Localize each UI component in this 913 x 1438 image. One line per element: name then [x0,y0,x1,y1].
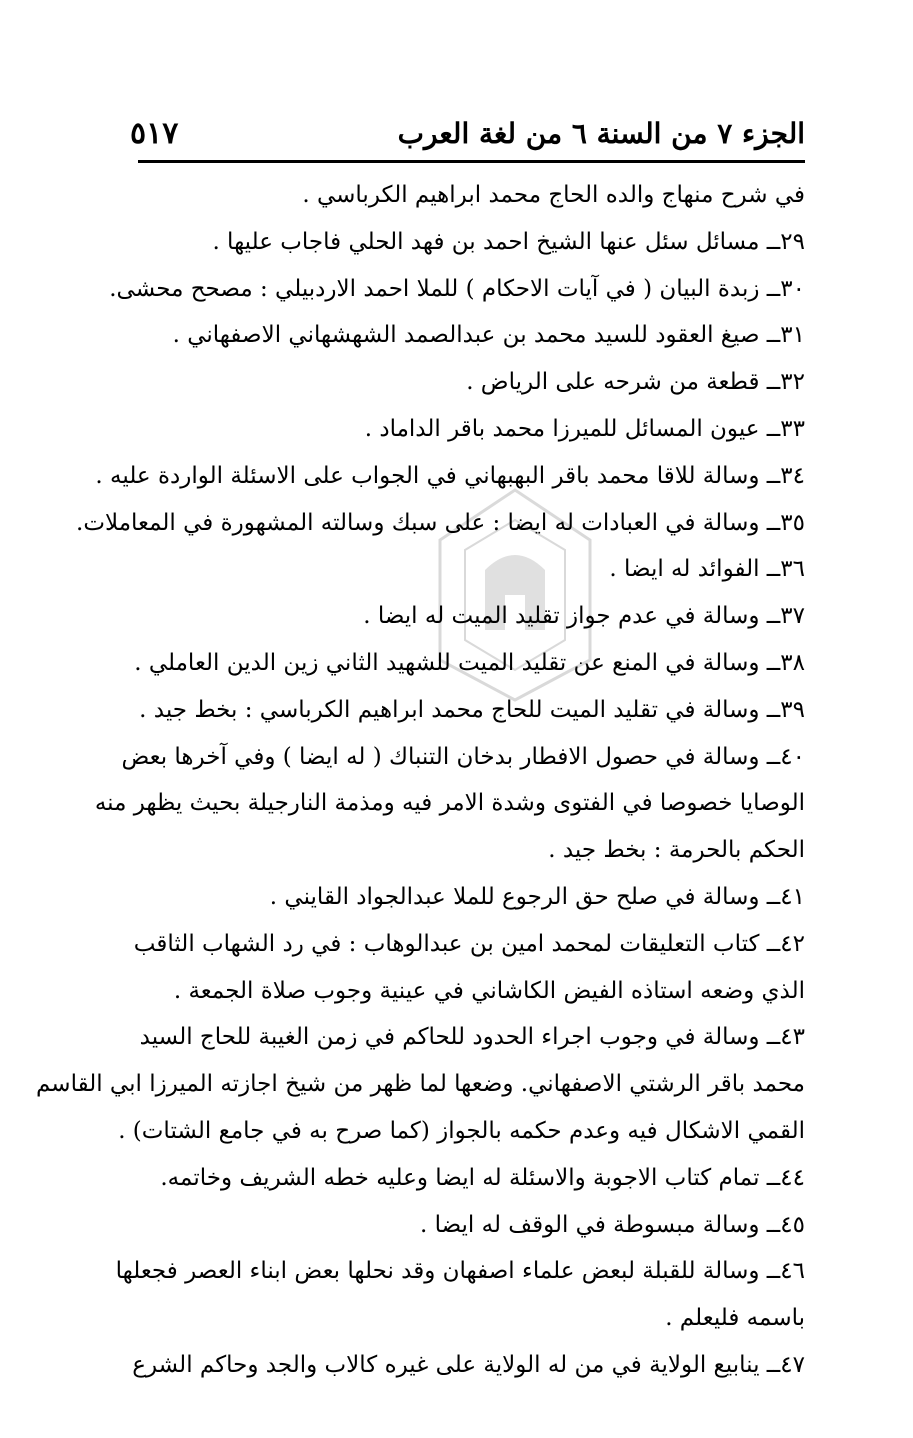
text-line: باسمه فليعلم . [665,1305,805,1332]
list-item-47: ٤٧ــ ينابيع الولاية في من له الولاية على غيره كالاب والجد وحاكم الشرع [132,1351,805,1378]
list-item-37: ٣٧ــ وسالة في عدم جواز تقليد الميت له ايضا . [363,603,805,630]
list-item-29: ٢٩ــ مسائل سئل عنها الشيخ احمد بن فهد الحلي فاجاب عليها . [212,228,805,255]
list-item-42: ٤٢ــ كتاب التعليقات لمحمد امين بن عبدالوهاب : في رد الشهاب الثاقب [133,930,805,957]
list-item-41: ٤١ــ وسالة في صلح حق الرجوع للملا عبدالجواد القايني . [269,883,805,910]
list-item-35: ٣٥ــ وسالة في العبادات له ايضا : على سبك وسالته المشهورة في المعاملات. [76,509,805,536]
list-item-46: ٤٦ــ وسالة للقبلة لبعض علماء اصفهان وقد نحلها بعض ابناء العصر فجعلها [115,1258,805,1285]
running-title: الجزء ٧ من السنة ٦ من لغة العرب [397,116,805,150]
list-item-43: ٤٣ــ وسالة في وجوب اجراء الحدود للحاكم في زمن الغيبة للحاج السيد [139,1024,805,1051]
header-rule [138,160,805,163]
list-item-39: ٣٩ــ وسالة في تقليد الميت للحاج محمد ابراهيم الكرباسي : بخط جيد . [139,696,805,723]
document-body [36,172,805,1389]
list-item-38: ٣٨ــ وسالة في المنع عن تقليد الميت للشهيد الثاني زين الدين العاملي . [134,649,805,676]
list-item-36: ٣٦ــ الفوائد له ايضا . [609,556,805,583]
list-item-32: ٣٢ــ قطعة من شرحه على الرياض . [466,369,805,396]
page-number: ٥١٧ [130,115,179,151]
text-line: الوصايا خصوصا في الفتوى وشدة الامر فيه ومذمة النارجيلة بحيث يظهر منه [94,790,805,817]
list-item-45: ٤٥ــ وسالة مبسوطة في الوقف له ايضا . [419,1211,805,1238]
text-line: الذي وضعه استاذه الفيض الكاشاني في عينية وجوب صلاة الجمعة . [173,977,805,1004]
text-line: في شرح منهاج والده الحاج محمد ابراهيم الكرباسي . [302,182,805,208]
list-item-33: ٣٣ــ عيون المسائل للميرزا محمد باقر الداماد . [364,415,805,442]
text-line: محمد باقر الرشتي الاصفهاني. وضعها لما ظهر من شيخ اجازته الميرزا ابي القاسم [36,1071,805,1098]
list-item-40: ٤٠ــ وسالة في حصول الافطار بدخان التنباك ( له ايضا ) وفي آخرها بعض [121,743,805,770]
list-item-31: ٣١ــ صيغ العقود للسيد محمد بن عبدالصمد الشهشهاني الاصفهاني . [172,322,805,349]
page-header [130,108,805,158]
text-line: الحكم بالحرمة : بخط جيد . [548,837,805,864]
list-item-30: ٣٠ــ زبدة البيان ( في آيات الاحكام ) للملا احمد الاردبيلي : مصحح محشى. [109,275,805,302]
list-item-44: ٤٤ــ تمام كتاب الاجوبة والاسئلة له ايضا وعليه خطه الشريف وخاتمه. [160,1164,805,1191]
list-item-34: ٣٤ــ وسالة للاقا محمد باقر البهبهاني في الجواب على الاسئلة الواردة عليه . [95,462,805,489]
text-line: القمي الاشكال فيه وعدم حكمه بالجواز (كما صرح به في جامع الشتات) . [118,1117,805,1144]
